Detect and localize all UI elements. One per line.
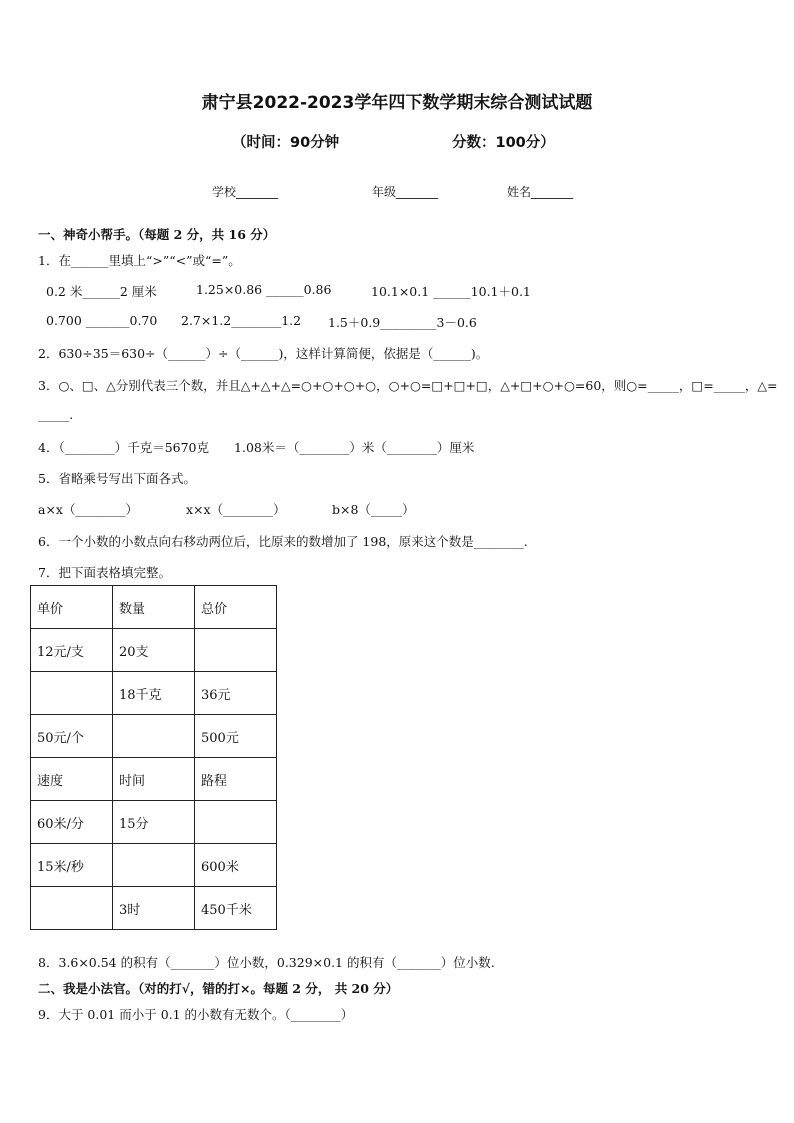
table-row [31,844,277,887]
question-9: 9．大于 0.01 而小于 0.1 的小数有无数个。（________） [38,1007,354,1022]
question-6: 6．一个小数的小数点向右移动两位后，比原来的数增加了 198，原来这个数是________. [38,534,528,549]
table-cell [113,715,195,758]
table-cell: 单价 [31,586,113,629]
q1-item: 10.1×0.1 ______10.1＋0.1 [371,284,531,299]
table-cell: 600米 [195,844,277,887]
exam-time: （时间：90分钟 [232,135,340,151]
table-row [31,758,277,801]
question-5: 5．省略乘号写出下面各式。 [38,471,196,486]
table-cell: 20支 [113,629,195,672]
q1-item: 1.5＋0.9_________3－0.6 [328,315,477,330]
question-1: 1．在______里填上“>”“<”或“=”。 [38,253,241,268]
table-cell: 15分 [113,801,195,844]
question-8: 8．3.6×0.54 的积有（_______）位小数，0.329×0.1 的积有（_______）位小数. [38,955,495,970]
table-cell [31,887,113,930]
table-cell: 数量 [113,586,195,629]
table-cell: 路程 [195,758,277,801]
table-cell: 450千米 [195,887,277,930]
table-cell: 时间 [113,758,195,801]
table-cell: 500元 [195,715,277,758]
table-cell [195,629,277,672]
table-cell: 18千克 [113,672,195,715]
q5-item: b×8（_____） [332,502,415,517]
question-3: 3．○、□、△分别代表三个数，并且△+△+△=○+○+○+○，○+○=□+□+□，△+□+○+○=60，则○=_____，□=_____，△= [38,378,778,393]
exam-score: 分数：100分） [452,135,555,151]
table-row [31,672,277,715]
table-cell: 总价 [195,586,277,629]
table-row [31,586,277,629]
question-3-continued: _____. [38,407,74,422]
table-cell: 15米/秒 [31,844,113,887]
table-cell [195,801,277,844]
table-cell [113,844,195,887]
table-row [31,887,277,930]
school-field: 学校_______ [212,185,279,199]
table-cell: 速度 [31,758,113,801]
q1-item: 0.700 _______0.70 [46,313,158,328]
question-4: 4．（________）千克＝5670克 1.08米＝（________）米（________）厘米 [38,440,475,455]
table-row [31,801,277,844]
section-1-heading: 一、神奇小帮手。（每题 2 分，共 16 分） [38,227,276,242]
table-cell [31,672,113,715]
q5-item: a×x（________） [38,502,138,517]
q1-item: 2.7×1.2________1.2 [181,313,302,328]
table-cell: 50元/个 [31,715,113,758]
question-2: 2．630÷35＝630÷（______）÷（______)，这样计算简便，依据是（______)。 [38,346,489,361]
grade-field: 年级_______ [372,185,439,199]
table-cell: 36元 [195,672,277,715]
table-cell: 3时 [113,887,195,930]
fill-in-table [30,585,277,930]
table-row [31,629,277,672]
q1-item: 1.25×0.86 ______0.86 [196,282,332,297]
page-title: 肃宁县2022-2023学年四下数学期末综合测试试题 [201,93,593,113]
section-2-heading: 二、我是小法官。（对的打√，错的打×。每题 2 分， 共 20 分） [38,981,399,996]
question-7: 7．把下面表格填完整。 [38,565,171,580]
name-field: 姓名_______ [507,185,574,199]
table-row [31,715,277,758]
q1-item: 0.2 米______2 厘米 [46,284,157,299]
table-cell: 60米/分 [31,801,113,844]
q5-item: x×x（________） [186,502,286,517]
table-cell: 12元/支 [31,629,113,672]
